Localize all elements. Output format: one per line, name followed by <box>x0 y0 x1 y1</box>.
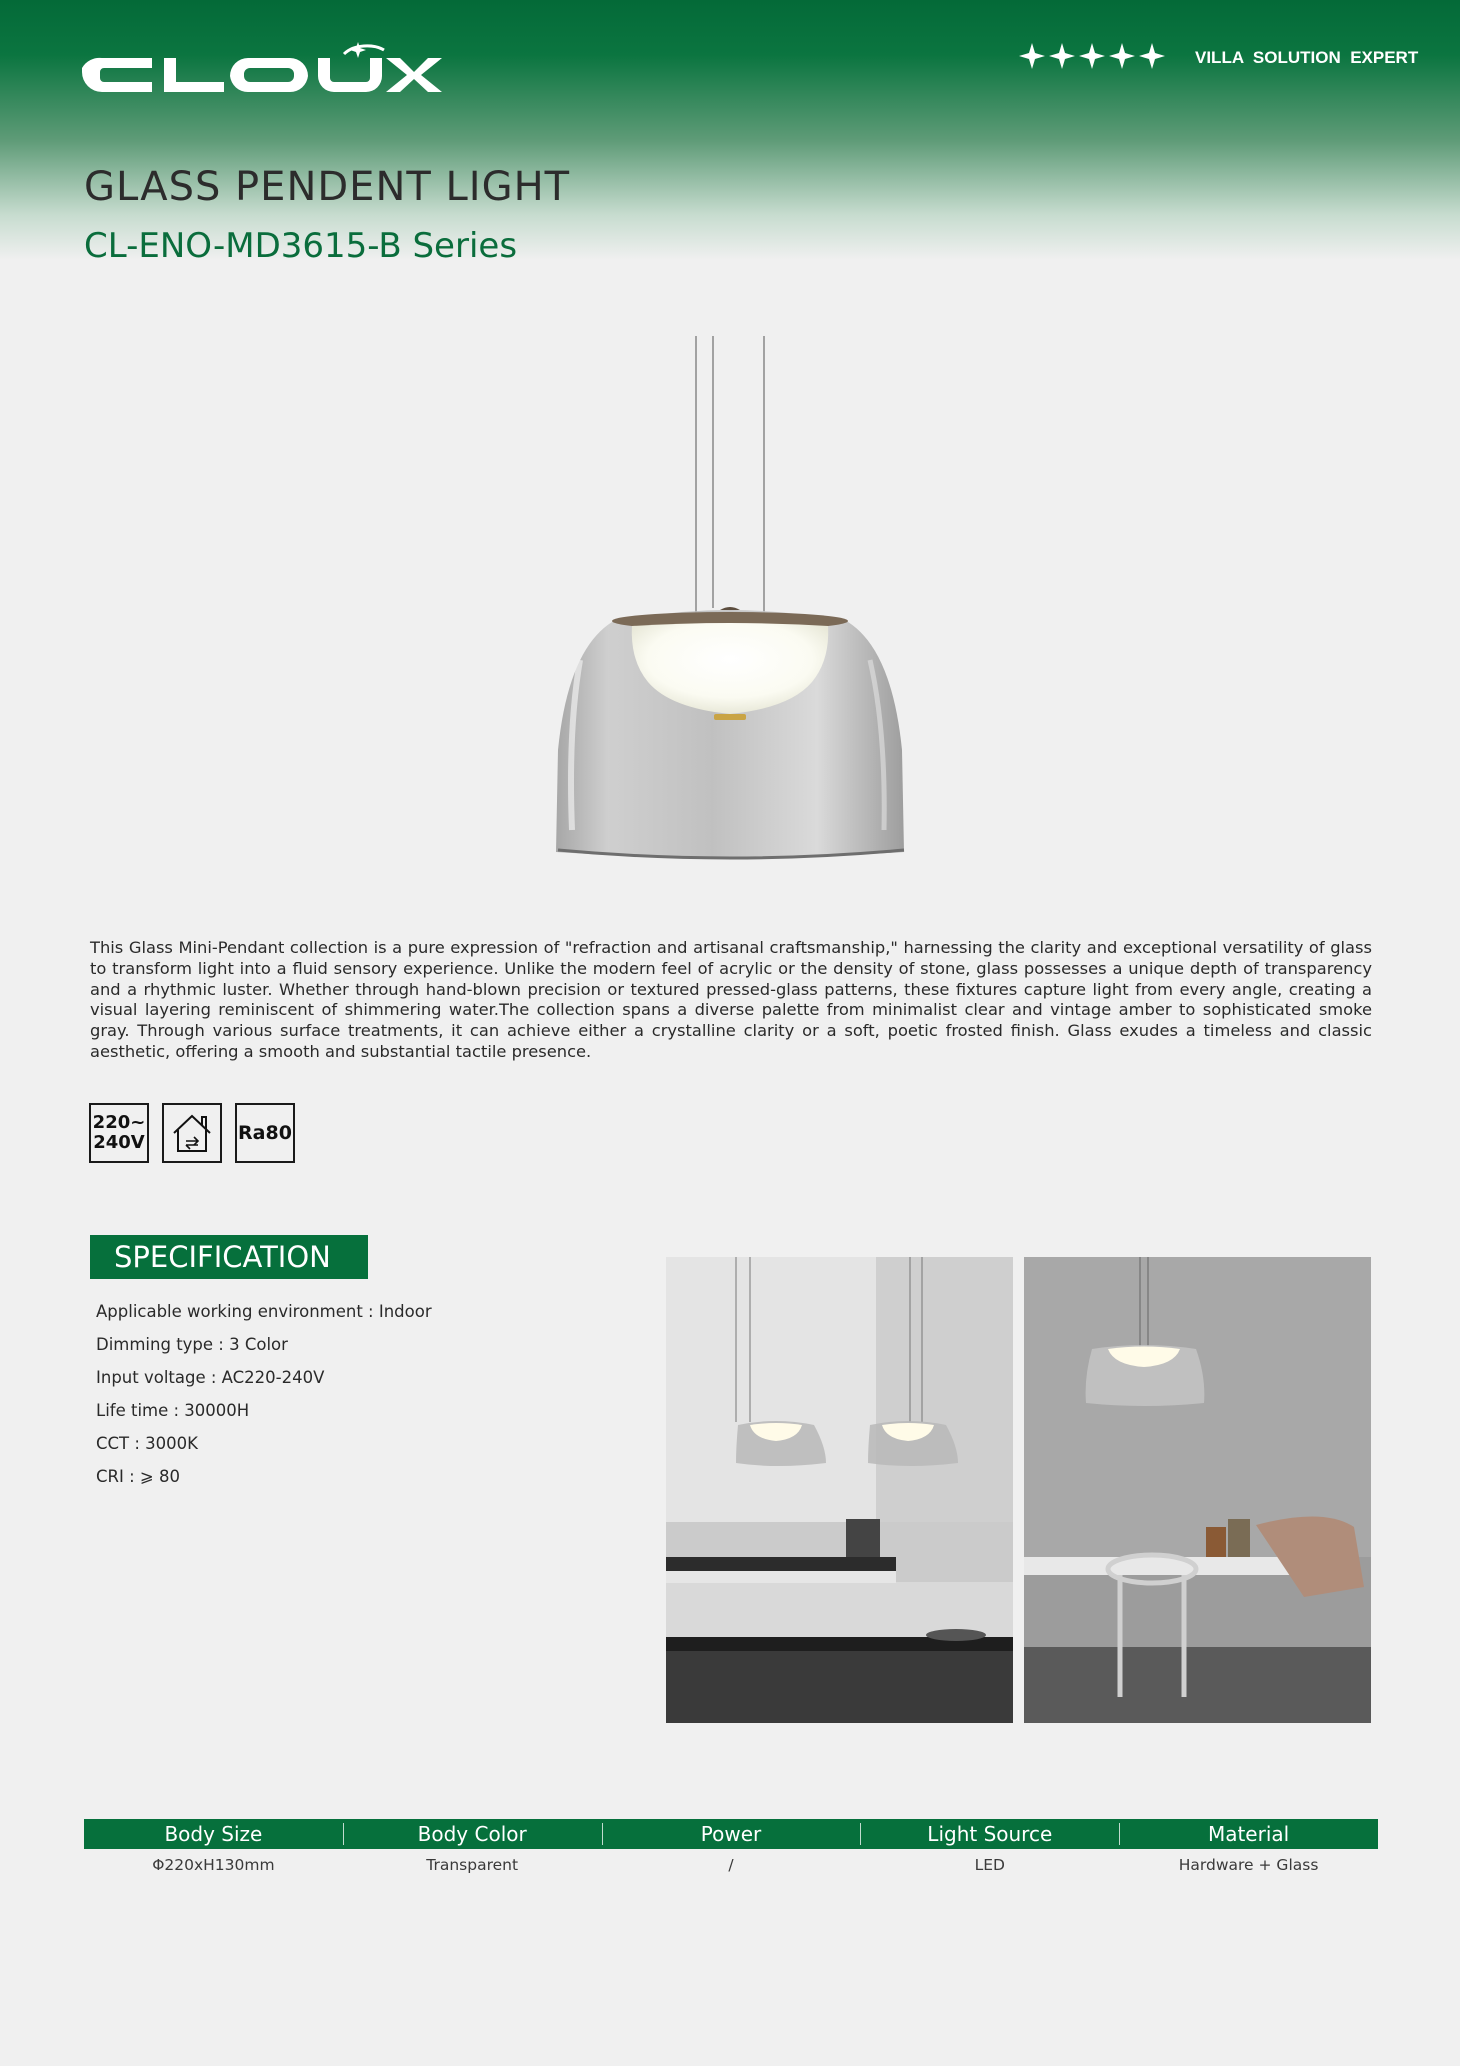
pendant-product-image <box>520 330 940 870</box>
table-header-cell: Material <box>1119 1819 1378 1849</box>
spec-table-header <box>84 1819 1378 1849</box>
product-description: This Glass Mini-Pendant collection is a pure expression of "refraction and artisanal craftsmanship," harnessing the clarity and exceptional versatility of glass to transform light into a fluid sensory experience. Unlike the modern feel of acrylic or the density of stone, glass possesses a unique depth of transparency and a rhythmic luster. Whether through hand-blown precision or textured pressed-glass patterns, these fixtures capture light from every angle, creating a visual layering reminiscent of shimmering water.The collection spans a diverse palette from minimalist clear and vintage amber to sophisticated smoke gray. Through various surface treatments, it can achieve either a crystalline clarity or a soft, poetic frosted finish. Glass exudes a timeless and classic aesthetic, offering a smooth and substantial tactile presence. <box>90 938 1372 1061</box>
specification-list <box>96 1302 432 1500</box>
table-header-cell: Power <box>602 1819 861 1849</box>
table-cell: Φ220xH130mm <box>152 1856 275 1874</box>
spec-item: Input voltage : AC220-240V <box>96 1368 325 1387</box>
table-cell: LED <box>974 1856 1005 1874</box>
star-icon <box>1138 42 1166 70</box>
table-cell: Transparent <box>426 1856 519 1874</box>
specification-heading: SPECIFICATION <box>90 1235 368 1279</box>
product-series: CL-ENO-MD3615-B Series <box>84 226 518 266</box>
table-header-cell: Body Size <box>164 1822 263 1846</box>
star-icon <box>1018 42 1046 70</box>
star-icon <box>1048 42 1076 70</box>
spec-item: CCT : 3000K <box>96 1434 198 1453</box>
table-cell: Hardware + Glass <box>1178 1856 1319 1874</box>
feature-icons <box>89 1103 295 1163</box>
spec-item: Dimming type : 3 Color <box>96 1335 288 1354</box>
voltage-line-1: 220~ <box>92 1112 146 1133</box>
dining-scene-photo <box>1024 1257 1371 1723</box>
table-header-cell: Body Color <box>343 1819 602 1849</box>
spec-item: CRI : ⩾ 80 <box>96 1467 180 1486</box>
spec-table-row <box>84 1856 1378 1874</box>
rating-stars <box>1018 42 1166 70</box>
tagline: VILLA SOLUTION EXPERT <box>1195 48 1419 67</box>
table-header-cell: Light Source <box>860 1819 1119 1849</box>
cri-icon: Ra80 <box>235 1103 295 1163</box>
product-title: GLASS PENDENT LIGHT <box>84 164 571 210</box>
star-icon <box>1108 42 1136 70</box>
brand-logo <box>82 40 442 102</box>
spec-item: Applicable working environment : Indoor <box>96 1302 432 1321</box>
table-cell: / <box>728 1856 734 1874</box>
header-band <box>0 0 1460 260</box>
spec-item: Life time : 30000H <box>96 1401 250 1420</box>
voltage-line-2: 240V <box>93 1132 145 1153</box>
indoor-house-icon <box>162 1103 222 1163</box>
star-icon <box>1078 42 1106 70</box>
kitchen-scene-photo <box>666 1257 1013 1723</box>
voltage-icon <box>89 1103 149 1163</box>
